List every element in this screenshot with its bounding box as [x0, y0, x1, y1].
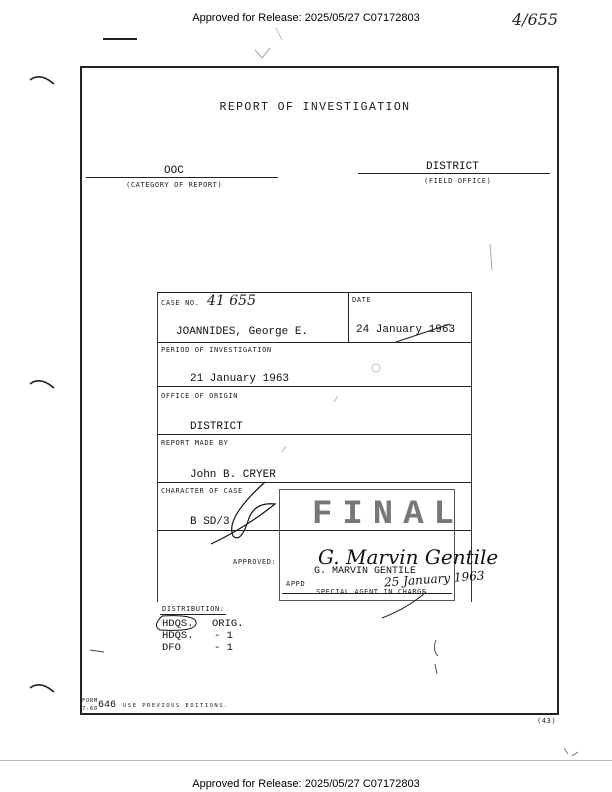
form-title: REPORT OF INVESTIGATION: [219, 101, 411, 114]
field-office-value: DISTRICT: [426, 161, 479, 173]
distribution-row-3-count: - 1: [214, 642, 233, 654]
character-handwritten-mark: [205, 478, 285, 548]
period-value: 21 January 1963: [190, 373, 290, 385]
date-value: 24 January 1963: [356, 324, 456, 336]
character-value: B SD/3: [190, 516, 230, 528]
distribution-row-3-dest: DFO: [162, 642, 181, 654]
final-stamp-word: FINAL: [312, 496, 465, 534]
report-made-by-label: REPORT MADE BY: [161, 439, 229, 447]
scan-edge-line: [0, 760, 612, 761]
stamp-appd-label: APPD: [286, 580, 306, 588]
distribution-row-2-dest: HDQS.: [162, 630, 194, 642]
page-border-right: [557, 66, 559, 714]
approver-signature: G. Marvin Gentile: [318, 545, 499, 569]
approver-title: SPECIAL AGENT IN CHARGE: [316, 588, 427, 596]
form-number: 646: [98, 700, 117, 711]
date-label: DATE: [352, 296, 372, 304]
distribution-row-2-count: - 1: [214, 630, 233, 642]
page-border-top: [80, 66, 558, 68]
release-header: Approved for Release: 2025/05/27 C07172803: [192, 12, 420, 24]
office-origin-label: OFFICE OF ORIGIN: [161, 392, 239, 400]
period-label: PERIOD OF INVESTIGATION: [161, 346, 272, 354]
signature-date: 25 January 1963: [383, 568, 485, 590]
page-border-left: [80, 66, 82, 714]
distribution-row-1-count: ORIG.: [212, 618, 244, 630]
office-origin-value: DISTRICT: [190, 421, 243, 433]
approver-name: G. MARVIN GENTILE: [314, 566, 417, 577]
field-office-label: (FIELD OFFICE): [424, 177, 492, 185]
approved-label: APPROVED:: [233, 558, 277, 566]
signature-flourish: [378, 590, 438, 624]
field-office-underline: [358, 173, 550, 174]
distribution-circle-mark: [150, 612, 206, 634]
category-underline: [86, 177, 278, 178]
release-footer: Approved for Release: 2025/05/27 C07172803: [192, 778, 420, 790]
date-divider: [348, 292, 349, 342]
report-made-by-value: John B. CRYER: [190, 469, 276, 481]
case-no-value: 41 655: [207, 293, 256, 309]
distribution-label: DISTRIBUTION:: [162, 605, 225, 613]
distribution-row-1-dest: HDQS.: [162, 618, 194, 630]
corner-handwritten-number: 4/655: [512, 10, 559, 29]
case-subject: JOANNIDES, George E.: [176, 326, 309, 338]
category-label: (CATEGORY OF REPORT): [126, 181, 223, 189]
page-border-bottom: [80, 713, 559, 715]
case-no-label: CASE NO.: [161, 299, 200, 307]
form-note: USE PREVIOUS EDITIONS.: [123, 703, 229, 709]
form-label: FORM: [82, 698, 98, 704]
character-label: CHARACTER OF CASE: [161, 487, 243, 495]
category-value: OOC: [164, 165, 184, 177]
date-strike-mark: [390, 318, 460, 346]
form-code: 7-60: [82, 706, 98, 712]
page-mark: (43): [537, 717, 557, 725]
